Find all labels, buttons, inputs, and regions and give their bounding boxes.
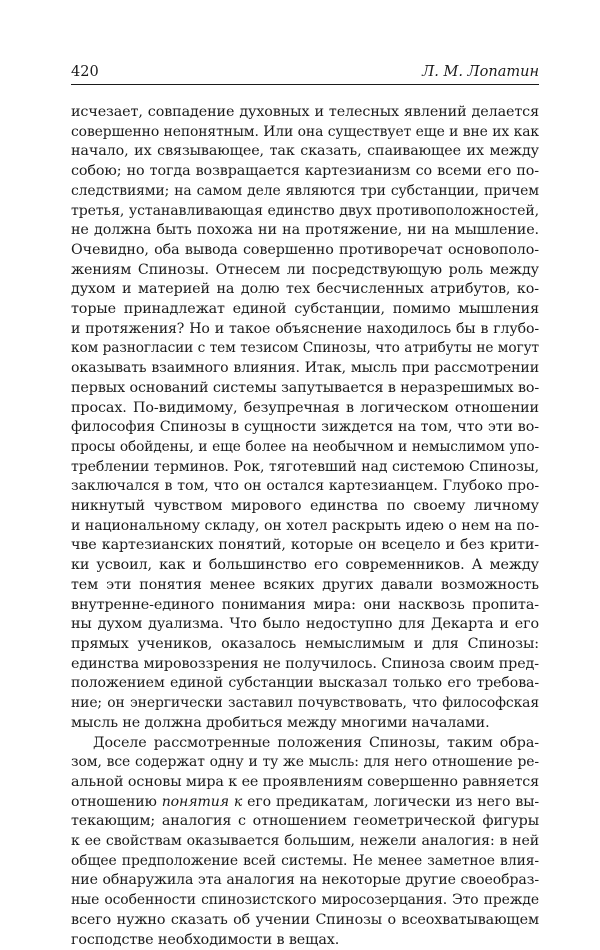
text-line: Очевидно, оба вывода совершенно противоречат основополо- [71, 241, 539, 261]
text-line: и национальному складу, он хотел раскрыть идею о нем на по- [71, 517, 539, 537]
text-line: жениям Спинозы. Отнесем ли посредствующую роль между [71, 261, 539, 281]
page-number: 420 [71, 64, 99, 80]
text-line: ные особенности спинозистского миросозерцания. Это прежде [71, 891, 539, 911]
text-line: ком разногласии с тем тезисом Спинозы, что атрибуты не могут [71, 339, 539, 359]
text-line: Доселе рассмотренные положения Спинозы, таким обра- [71, 734, 539, 754]
text-line: мысль не должна дробиться между многими началами. [71, 714, 539, 734]
text-line: текающим; аналогия с отношением геометрической фигуры [71, 812, 539, 832]
text-line: философия Спинозы в сущности зиждется на том, что эти во- [71, 418, 539, 438]
text-line: не должна быть похожа ни на протяжение, ни на мышление. [71, 221, 539, 241]
text-line: и протяжения? Но и такое объяснение находилось бы в глубо- [71, 320, 539, 340]
text-line: совершенно непонятным. Или она существует еще и вне их как [71, 123, 539, 143]
text-line: ние обнаружила эта аналогия на некоторые другие своеобраз- [71, 871, 539, 891]
running-head-author: Л. М. Лопатин [422, 64, 539, 80]
text-run: отношению [71, 794, 162, 810]
text-line: всего нужно сказать об учении Спинозы о всеохватывающем [71, 911, 539, 931]
text-line: к ее свойствам оказывается большим, нежели аналогия: в ней [71, 832, 539, 852]
text-line: общее предположение всей системы. Не менее заметное влия- [71, 852, 539, 872]
text-line: третья, устанавливающая единство двух противоположностей, [71, 202, 539, 222]
text-line: первых оснований системы запутывается в неразрешимых во- [71, 379, 539, 399]
text-line: внутренне-единого понимания мира: они насквозь пропита- [71, 596, 539, 616]
text-line: зом, все содержат одну и ту же мысль: для него отношение ре- [71, 753, 539, 773]
text-line: треблении терминов. Рок, тяготевший над системою Спинозы, [71, 458, 539, 478]
paragraph [71, 734, 539, 950]
text-line: начало, их связывающее, так сказать, спаивающее их между [71, 142, 539, 162]
text-line-mixed [71, 793, 539, 813]
text-line: духом и материей на долю тех бесчисленных атрибутов, ко- [71, 280, 539, 300]
text-line: просы обойдены, и еще более на необычном и немыслимом упо- [71, 438, 539, 458]
text-line: просах. По-видимому, безупречная в логическом отношении [71, 399, 539, 419]
text-line: единства мировоззрения не получилось. Спиноза своим пред- [71, 655, 539, 675]
paragraph [71, 103, 539, 734]
text-line: чве картезианских понятий, которые он всецело и без крити- [71, 536, 539, 556]
text-line: тем эти понятия менее всяких других давали возможность [71, 576, 539, 596]
text-line: положением единой субстанции высказал только его требова- [71, 674, 539, 694]
running-header [71, 64, 539, 85]
text-run: его предикатам, логически из него вы- [242, 794, 539, 810]
emphasis-text: понятия к [162, 794, 243, 810]
text-line: альной основы мира к ее проявлениям совершенно равняется [71, 773, 539, 793]
text-line: заключался в том, что он остался картезианцем. Глубоко про- [71, 477, 539, 497]
text-line: ки усвоил, как и большинство его современников. А между [71, 556, 539, 576]
text-line: исчезает, совпадение духовных и телесных явлений делается [71, 103, 539, 123]
text-line: прямых учеников, оказалось немыслимым и для Спинозы: [71, 635, 539, 655]
text-line: ние; он энергически заставил почувствовать, что философская [71, 694, 539, 714]
text-line: оказывать взаимного влияния. Итак, мысль при рассмотрении [71, 359, 539, 379]
body-text [71, 103, 539, 950]
text-line: никнутый чувством мирового единства по своему личному [71, 497, 539, 517]
text-line: торые принадлежат единой субстанции, помимо мышления [71, 300, 539, 320]
text-line: следствиями; на самом деле являются три субстанции, причем [71, 182, 539, 202]
text-line: господстве необходимости в вещах. [71, 931, 539, 950]
text-line: ны духом дуализма. Что было недоступно для Декарта и его [71, 615, 539, 635]
text-line: собою; но тогда возвращается картезианизм со всеми его по- [71, 162, 539, 182]
